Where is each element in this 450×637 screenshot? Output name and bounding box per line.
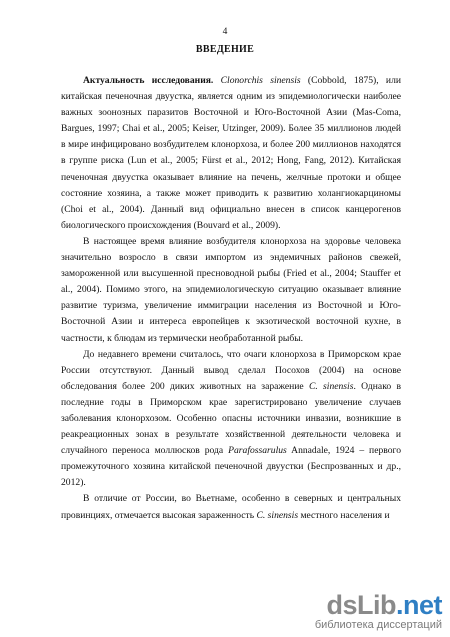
dslib-logo[interactable] (315, 592, 442, 618)
species-name: Clonorchis sinensis (220, 75, 301, 86)
section-heading: ВВЕДЕНИЕ (195, 44, 255, 55)
paragraph-text: . Однако в последние годы в Приморском крае зарегистрировано увеличение случаев заболевания клонорхозом. Особенно опасны источники инвазии, возникшие в реакреационных зонах в результате хозяйственной деятельности человека и случайного переноса моллюсков рода (61, 380, 401, 457)
logo-suffix: .net (395, 590, 442, 620)
relevance-lead: Актуальность исследования. (83, 75, 214, 86)
species-name: C. sinensis (256, 509, 299, 521)
paragraph-text: местного населения и (298, 509, 390, 521)
body-text (61, 73, 401, 524)
paragraph-relevance (61, 73, 401, 234)
paragraph-text: (Cobbold, 1875), или китайская печеночная двуустка, является одним из эпидемиологически наиболее важных зоонозных паразитов Восточной и Юго-Восточной Азии (Mas-Coma, Bargues, 1997; Chai et al., 2005; Keiser, Utzinger, 2009). Более 35 миллионов людей в мире инфицировано возбудителем клонорхоза, и более 200 миллионов находятся в группе риска (Lun et al., 2005; Fürst et al., 2012; Hong, Fang, 2012). Китайская печеночная двуустка оказывает влияние на печень, желчные протоки и общее состояние хозяина, а также может приводить к развитию холангиокарциномы (Choi et al., 2004). Данный вид официально внесен в список канцерогенов биологического происхождения (Bouvard et al., 2009). (61, 75, 401, 231)
site-watermark[interactable] (315, 592, 442, 631)
paragraph-primorye (61, 347, 401, 492)
species-name: C. sinensis (308, 380, 354, 392)
paragraph-text: Annadale, 1924 – первого промежуточного хозяина китайской печеночной двуустки (Беспрозванных и др., 2012). (61, 445, 402, 489)
paragraph-text: До недавнего времени считалось, что очаги клонорхоза в Приморском крае России отсутствуют. Данный вывод сделал Посохов (2004) на основе обследования более 200 диких животных на заражение (61, 348, 401, 392)
logo-main: dsLib (326, 590, 396, 620)
page-number: 4 (222, 27, 228, 37)
genus-name: Parafossarulus (228, 445, 287, 457)
watermark-tagline: библиотека диссертаций (314, 619, 442, 631)
paragraph-import: В настоящее время влияние возбудителя клонорхоза на здоровье человека значительно возросло в связи импортом из эндемичных районов свежей, замороженной или высушенной пресноводной рыбы (Fried et al., 2004; Stauffer et al., 2004). Помимо этого, на эпидемиологическую ситуацию оказывает влияние развитие туризма, увеличение иммиграции населения из Восточной и Юго-Восточной Азии и интереса европейцев к экзотической восточной кухне, в частности, к блюдам из термически необработанной рыбы. (61, 235, 401, 344)
paragraph-vietnam (61, 491, 401, 523)
paragraph-text: В отличие от России, во Вьетнаме, особенно в северных и центральных провинциях, отмечается высокая зараженность (61, 493, 401, 521)
